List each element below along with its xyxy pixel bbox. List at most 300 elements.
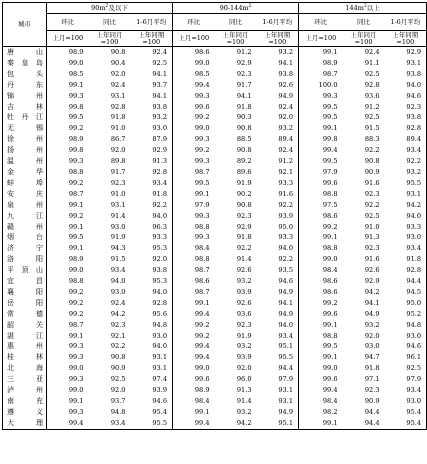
index-value: 99.2 [68,124,84,133]
index-value: 94.5 [385,287,427,298]
index-value: 99.4 [194,309,210,318]
index-value: 92.8 [364,80,380,89]
index-value: 93.8 [131,102,173,113]
index-value: 90.9 [110,364,126,373]
index-value: 94.1 [131,91,173,102]
city-name: 大理 [3,418,47,429]
index-value: 90.8 [236,146,252,155]
index-value: 92.4 [364,48,380,56]
index-value: 92.0 [131,254,173,265]
table-row [3,47,427,58]
index-value: 92.3 [364,244,380,253]
index-value: 99.1 [322,320,338,329]
index-value: 99.4 [173,418,215,429]
table-row [3,363,427,374]
index-value: 91.7 [236,80,252,89]
city-name: 洛阳 [3,254,47,265]
index-value: 99.6 [322,309,338,318]
table-row [3,407,427,418]
index-value: 98.9 [68,135,84,144]
index-value: 94.6 [257,276,299,287]
table-row [3,123,427,134]
index-value: 93.2 [236,407,252,416]
index-value: 93.0 [131,123,173,134]
header-mom-medium: 环比 [173,14,215,31]
city-name: 三亚 [3,374,47,385]
index-value: 97.9 [257,374,299,385]
city-name: 赣州 [3,222,47,233]
index-value: 99.3 [322,91,338,100]
index-value: 92.4 [110,298,126,307]
index-value: 94.8 [385,320,427,331]
table-row [3,287,427,298]
index-value: 93.0 [364,342,380,351]
index-value: 91.8 [236,233,252,242]
index-value: 94.8 [110,407,126,416]
index-value: 90.2 [236,189,252,198]
index-value: 99.1 [194,298,210,307]
index-value: 96.3 [131,222,173,233]
index-value: 92.2 [257,200,299,211]
index-value: 98.9 [68,255,84,264]
index-value: 91.6 [364,178,380,187]
index-value: 93.2 [131,112,173,123]
index-value: 99.0 [322,255,338,264]
index-value: 99.5 [68,233,84,242]
table-row [3,320,427,331]
index-value: 99.3 [68,375,84,384]
index-value: 92.3 [364,386,380,395]
index-value: 89.8 [110,157,126,166]
table-row [3,309,427,320]
city-name: 桂林 [3,352,47,363]
index-value: 91.2 [257,156,299,167]
city-name: 徐州 [3,134,47,145]
city-name: 惠州 [3,341,47,352]
index-value: 100.0 [318,80,338,89]
index-value: 93.1 [257,385,299,396]
index-value: 99.3 [68,342,84,351]
index-value: 91.2 [236,48,252,56]
index-value: 93.3 [131,232,173,243]
index-value: 92.8 [110,102,126,111]
index-value: 99.1 [68,331,84,340]
index-value: 98.9 [68,48,84,56]
index-value: 93.2 [236,277,252,286]
index-value: 93.7 [131,80,173,91]
index-value: 88.5 [236,135,252,144]
index-value: 99.3 [68,407,84,416]
index-value: 91.9 [236,178,252,187]
index-value: 91.7 [110,167,126,176]
index-value: 92.2 [236,244,252,253]
index-value: 99.5 [322,342,338,351]
table-row [3,80,427,91]
index-value: 99.2 [322,222,338,231]
index-value: 98.7 [194,167,210,176]
index-value: 99.5 [322,113,338,122]
index-value: 92.5 [131,58,173,69]
index-value: 92.6 [364,266,380,275]
index-value: 92.9 [385,47,427,58]
index-value: 89.4 [257,134,299,145]
index-value: 86.7 [110,135,126,144]
index-value: 93.4 [257,331,299,342]
header-base-avg-small: 上年同期=100 [131,31,173,47]
index-value: 94.0 [131,211,173,222]
index-value: 89.6 [236,167,252,176]
index-value: 93.2 [236,342,252,351]
index-value: 96.1 [385,352,427,363]
index-value: 99.3 [194,157,210,166]
index-value: 98.8 [322,244,338,253]
index-value: 95.1 [257,418,299,429]
index-value: 89.4 [385,134,427,145]
index-value: 93.4 [89,418,131,429]
city-name: 北海 [3,363,47,374]
table-row [3,396,427,407]
header-base-mom-small: 上月=100 [47,31,89,47]
index-value: 95.4 [385,418,427,429]
index-value: 91.8 [131,189,173,200]
index-value: 99.4 [194,80,210,89]
index-value: 93.0 [131,331,173,342]
city-name: 遵义 [3,407,47,418]
index-value: 99.3 [68,157,84,166]
index-value: 93.1 [257,396,299,407]
index-value: 92.0 [110,386,126,395]
index-value: 99.2 [68,309,84,318]
index-value: 99.6 [322,178,338,187]
index-value: 93.8 [385,69,427,80]
index-value: 93.4 [385,145,427,156]
index-value: 91.5 [364,124,380,133]
index-value: 92.6 [236,298,252,307]
index-value: 99.1 [68,222,84,231]
index-value: 99.2 [68,178,84,187]
index-value: 92.6 [257,80,299,91]
index-value: 91.0 [110,189,126,198]
header-base-mom-medium: 上月=100 [173,31,215,47]
table-row [3,254,427,265]
index-value: 90.3 [236,113,252,122]
index-value: 92.9 [236,58,252,67]
header-base-yoy-medium: 上年同月=100 [215,31,257,47]
index-value: 91.4 [110,211,126,220]
table-row [3,112,427,123]
index-value: 98.6 [194,48,210,56]
index-value: 99.1 [322,48,338,56]
index-value: 97.1 [364,375,380,384]
index-value: 91.9 [236,331,252,340]
index-value: 99.0 [68,58,84,67]
header-mom-small: 环比 [47,14,89,31]
index-value: 99.6 [194,102,210,111]
index-value: 93.4 [385,243,427,254]
city-name: 温州 [3,156,47,167]
index-value: 92.9 [236,222,252,231]
city-name: 牡丹江 [3,112,47,123]
index-value: 95.1 [257,341,299,352]
index-value: 97.9 [322,167,338,176]
index-value: 95.4 [385,407,427,418]
index-value: 98.7 [194,266,210,275]
index-value: 92.3 [236,211,252,220]
header-base-yoy-small: 上年同月=100 [89,31,131,47]
city-name: 湛江 [3,331,47,342]
index-value: 92.0 [257,112,299,123]
city-name: 泉州 [3,200,47,211]
header-avg-small: 1-6月平均 [131,14,173,31]
index-value: 94.9 [257,309,299,320]
index-value: 99.3 [194,211,210,220]
index-value: 93.3 [385,222,427,233]
header-group-medium [173,3,299,14]
index-value: 93.8 [131,265,173,276]
index-value: 90.8 [110,353,126,362]
index-value: 93.1 [131,352,173,363]
header-base-yoy-large: 上年同月=100 [343,31,385,47]
index-value: 92.8 [131,167,173,178]
city-name: 丹东 [3,80,47,91]
city-name: 济宁 [3,243,47,254]
index-value: 95.2 [385,309,427,320]
table-row [3,91,427,102]
index-value: 91.4 [236,255,252,264]
index-value: 95.0 [385,298,427,309]
index-value: 97.4 [131,374,173,385]
index-value: 92.2 [364,146,380,155]
city-name: 岳阳 [3,298,47,309]
header-base-avg-medium: 上年同期=100 [257,31,299,47]
header-yoy-large: 同比 [343,14,385,31]
index-value: 95.3 [131,243,173,254]
index-value: 90.9 [364,167,380,176]
index-value: 98.4 [194,397,210,405]
index-value: 90.4 [110,58,126,67]
index-value: 94.4 [257,363,299,374]
index-value: 91.8 [364,364,380,373]
city-name: 唐山 [3,47,47,58]
city-name: 无锡 [3,123,47,134]
city-name: 扬州 [3,145,47,156]
index-value: 99.3 [68,353,84,362]
group-small-sup: 2 [105,3,109,9]
table-row [3,385,427,396]
index-value: 99.1 [194,407,210,416]
index-value: 99.0 [322,364,338,373]
index-value: 95.3 [131,276,173,287]
index-value: 94.1 [257,58,299,69]
index-value: 98.7 [68,189,84,198]
index-value: 94.9 [257,407,299,418]
index-value: 89.2 [236,157,252,166]
index-value: 99.4 [194,353,210,362]
index-value: 91.9 [110,233,126,242]
group-large-sup: 2 [363,3,367,9]
index-value: 93.0 [385,232,427,243]
index-value: 92.4 [110,80,126,89]
index-value: 98.7 [194,287,210,296]
index-value: 94.8 [131,320,173,331]
index-value: 91.1 [364,58,380,67]
index-value: 91.6 [364,255,380,264]
index-value: 99.3 [194,135,210,144]
index-value: 93.1 [110,200,126,209]
index-value: 99.1 [68,80,84,89]
index-value: 98.9 [194,386,210,395]
index-value: 99.1 [299,418,343,429]
price-index-table [2,2,427,430]
index-value: 99.0 [68,386,84,395]
index-value: 90.8 [110,48,126,56]
city-name: 宜昌 [3,276,47,287]
table-row [3,331,427,342]
index-value: 92.2 [110,342,126,351]
index-value: 92.0 [110,146,126,155]
index-value: 99.2 [68,287,84,296]
index-value: 94.6 [385,341,427,352]
city-name: 包头 [3,69,47,80]
index-value: 93.0 [110,287,126,296]
index-value: 92.9 [131,145,173,156]
index-value: 94.1 [364,298,380,307]
index-value: 93.9 [236,353,252,362]
index-value: 97.5 [322,200,338,209]
index-value: 98.8 [322,189,338,198]
index-value: 92.5 [110,375,126,384]
index-value: 95.0 [257,222,299,233]
table-row [3,265,427,276]
index-value: 94.0 [131,287,173,298]
table-row [3,298,427,309]
city-name: 秦皇岛 [3,58,47,69]
header-city: 城市 [3,3,47,47]
index-value: 98.6 [322,211,338,220]
index-value: 93.3 [257,178,299,189]
index-value: 99.0 [194,124,210,133]
index-value: 93.1 [131,363,173,374]
index-value: 98.5 [68,69,84,78]
index-value: 87.9 [131,134,173,145]
index-value: 92.4 [257,145,299,156]
index-value: 92.6 [236,266,252,275]
index-value: 92.2 [364,200,380,209]
index-value: 91.3 [236,386,252,395]
index-value: 92.8 [385,265,427,276]
index-value: 98.7 [322,69,338,78]
index-value: 93.2 [364,320,380,329]
index-value: 93.0 [110,222,126,231]
index-value: 93.7 [110,397,126,405]
table-row [3,222,427,233]
index-value: 94.4 [364,407,380,416]
index-value: 99.3 [194,233,210,242]
index-value: 93.2 [385,167,427,178]
index-value: 99.1 [68,200,84,209]
index-value: 94.0 [385,80,427,91]
table-row [3,134,427,145]
index-value: 90.9 [364,397,380,405]
city-name: 锦州 [3,91,47,102]
index-value: 88.3 [364,135,380,144]
index-value: 94.2 [364,287,380,296]
table-row [3,200,427,211]
index-value: 99.0 [68,364,84,373]
index-value: 99.8 [68,146,84,155]
index-value: 95.4 [131,407,173,418]
index-value: 94.6 [131,396,173,407]
index-value: 94.0 [110,277,126,286]
index-value: 94.4 [343,418,385,429]
index-value: 99.4 [194,342,210,351]
index-value: 99.2 [68,298,84,307]
index-value: 99.1 [322,233,338,242]
index-value: 93.6 [236,309,252,318]
table-row [3,211,427,222]
index-value: 98.2 [322,407,338,416]
group-large-title: 144m [345,3,364,12]
index-value: 93.2 [257,123,299,134]
index-value: 98.4 [194,244,210,253]
index-value: 96.0 [236,375,252,384]
index-value: 94.9 [364,309,380,318]
index-value: 93.9 [236,287,252,296]
index-value: 92.2 [385,156,427,167]
index-value: 91.0 [364,222,380,231]
index-value: 98.5 [194,69,210,78]
city-name: 安庆 [3,189,47,200]
index-value: 99.4 [47,418,89,429]
index-value: 94.4 [385,276,427,287]
index-value: 91.8 [110,113,126,122]
table-row [3,102,427,113]
index-value: 92.3 [364,189,380,198]
table-row [3,276,427,287]
table-row [3,418,427,429]
index-value: 91.2 [364,102,380,111]
index-value: 98.6 [322,277,338,286]
index-value: 93.9 [257,211,299,222]
city-name: 南充 [3,396,47,407]
index-value: 99.2 [194,113,210,122]
index-value: 99.8 [322,135,338,144]
index-value: 98.4 [322,266,338,275]
index-value: 93.1 [385,189,427,200]
index-value: 93.8 [385,112,427,123]
index-value: 92.0 [110,69,126,78]
index-value: 93.4 [110,266,126,275]
index-value: 99.5 [68,113,84,122]
index-value: 90.8 [236,124,252,133]
index-value: 99.0 [194,364,210,373]
index-value: 92.5 [364,211,380,220]
index-value: 92.1 [257,167,299,178]
table-header [3,3,427,47]
index-value: 93.9 [131,385,173,396]
index-value: 99.5 [194,178,210,187]
index-value: 92.3 [236,69,252,78]
group-medium-sup: 2 [248,3,252,9]
table-row [3,178,427,189]
index-value: 99.2 [194,320,210,329]
index-value: 92.8 [131,298,173,309]
index-value: 98.8 [68,167,84,176]
table-body [3,47,427,430]
index-value: 94.1 [236,91,252,100]
index-value: 93.0 [385,331,427,342]
index-value: 90.8 [236,200,252,209]
